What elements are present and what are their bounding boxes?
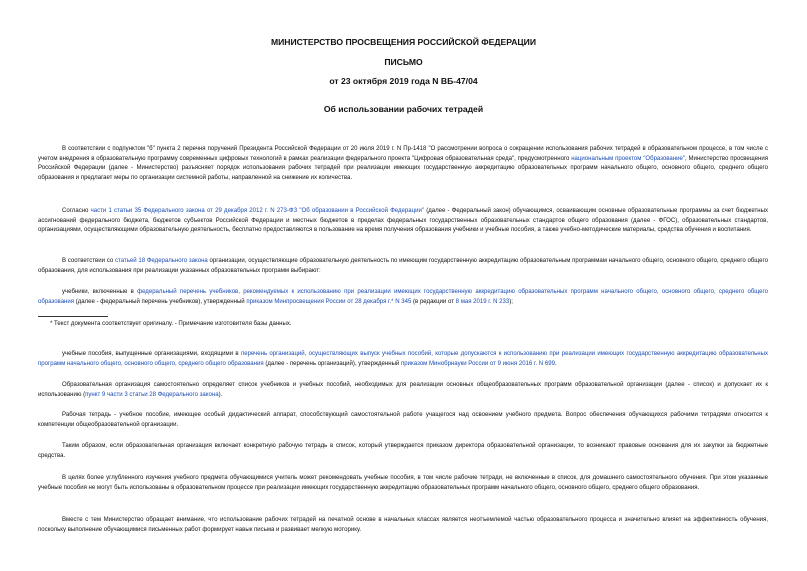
document-date-number: от 23 октября 2019 года N ВБ-47/04 <box>329 76 478 86</box>
text: ). <box>218 391 223 398</box>
text: (далее - Федеральный закон) обучающимся, осваивающим основные образовательные программы за счет бюджетных ассигнований федерального бюджета, бюджетов субъектов Российской Федерации и местных бюджетов в пределах федеральных государственных образовательных стандартов общего образования (далее - ФГОС), образовательных стандартов, организациями, осуществляющими образовательную деятельность, бесплатно предоставляются в пользование на время получения образования учебники и учебные пособия, а также учебно-методические материалы, средства обучения и воспитания. <box>38 208 768 234</box>
link-order-699[interactable]: приказом Минобрнауки России от 9 июня 2016 г. N 699 <box>401 360 555 367</box>
paragraph-10: Вместе с тем Министерство обращает внимание, что использование рабочих тетрадей на печатной основе в начальных классах является неотъемлемой частью образовательного процесса и значительно влияет на эффективность обучения, поскольку выполнение обучающимися письменных работ формирует навык письма и развивает мелкую моторику. <box>38 517 768 533</box>
link-law-article-35[interactable]: части 1 статьи 35 Федерального закона от 29 декабря 2012 г. N 273-ФЗ "Об образовании в Российской Федерации" <box>90 208 425 214</box>
document-type: ПИСЬМО <box>384 57 423 67</box>
text: учебные пособия, выпущенные организациями, входящими в <box>62 351 241 357</box>
paragraph-3 <box>38 257 768 276</box>
text: Образовательная организация самостоятельно определяет список учебников и учебных пособий, необходимых для реализации основных общеобразовательных программ образовательной организации (далее - список) и допускает их к использованию ( <box>38 382 768 398</box>
text: . <box>554 360 557 367</box>
link-law-article-28[interactable]: пункт 9 части 3 статьи 28 Федерального закона <box>85 391 219 398</box>
link-organizations-list[interactable]: перечень организаций, осуществляющих выпуск учебных пособий, которые допускаются к использованию при реализации имеющих государственную аккредитацию образовательных программ начального общего, основного общего, среднего общего образования <box>38 351 769 367</box>
link-revision-233[interactable]: 8 мая 2019 г. N 233 <box>455 298 510 305</box>
paragraph-7: Рабочая тетрадь - учебное пособие, имеющее особый дидактический аппарат, способствующий самостоятельной работе учащегося над освоением учебного предмета. Вопрос обеспечения обучающихся рабочими тетрадями относится к компетенции общеобразовательной организации. <box>38 412 768 428</box>
text: В соответствии со <box>62 258 115 264</box>
paragraph-1 <box>38 145 768 183</box>
text: В соответствии с подпунктом "б" пункта 2 перечня поручений Президента Российской Федерации от 20 июля 2019 г. N Пр-1418 "О рассмотрении вопроса о сокращении использования рабочих тетрадей в образовательном процессе, в том числе с учетом внедрения в образовательную программу современных цифровых технологий в рамках реализации федерального проекта "Цифровая образовательная среда", предусмотренного <box>38 146 768 162</box>
paragraph-6 <box>38 381 768 400</box>
paragraph-8: Таким образом, если образовательная организация включает конкретную рабочую тетрадь в список, который утверждается приказом директора образовательной организации, то возникают правовые основания для их закупки за бюджетные средства. <box>38 443 768 459</box>
link-national-project[interactable]: национальным проектом "Образование" <box>571 155 686 162</box>
footnote: * Текст документа соответствует оригиналу. - Примечание изготовителя базы данных. <box>50 321 292 327</box>
link-federal-textbook-list[interactable]: федеральный перечень учебников, рекомендуемых к использованию при реализации имеющих государственную аккредитацию образовательных программ начального общего, основного общего, среднего общего образования <box>38 289 768 305</box>
footnote-divider <box>38 316 108 317</box>
text: ); <box>509 298 513 305</box>
document-title: Об использовании рабочих тетрадей <box>323 104 484 114</box>
text: (далее - федеральный перечень учебников), утвержденный <box>74 298 247 305</box>
paragraph-9: В целях более углубленного изучения учебного предмета обучающимися учитель может рекомендовать учебные пособия, в том числе рабочие тетради, не включенные в список, для домашнего самостоятельного обучения. При этом указанные учебные пособия не могут быть использованы в образовательном процессе при реализации имеющих государственную аккредитацию образовательных программ начального общего, основного общего, среднего общего образования. <box>38 475 768 491</box>
ministry-heading: МИНИСТЕРСТВО ПРОСВЕЩЕНИЯ РОССИЙСКОЙ ФЕДЕРАЦИИ <box>270 37 537 47</box>
link-law-article-18[interactable]: статьей 18 Федерального закона <box>114 258 208 264</box>
paragraph-4 <box>38 288 768 307</box>
paragraph-2 <box>38 207 768 236</box>
text: (в редакции от <box>411 298 456 305</box>
text: организации, осуществляющие образовательную деятельность по имеющим государственную аккредитацию образовательным программам начального общего, основного общего, среднего общего образования, для использования при реализации указанных образовательных программ выбирают: <box>38 258 768 274</box>
paragraph-5 <box>38 350 768 369</box>
text: (далее - перечень организаций), утвержденный <box>263 360 401 367</box>
text: учебники, включенные в <box>62 289 138 295</box>
text: Согласно <box>62 208 91 214</box>
link-order-345[interactable]: приказом Минпросвещения России от 28 декабря г.* N 345 <box>246 298 412 305</box>
text: , Министерство просвещения Российской Федерации (далее - Министерство) разъясняет порядок использования рабочих тетрадей при реализации имеющих государственную аккредитацию образовательных программ начального общего, основного общего, среднего общего образования и предлагает меры по организации системной работы, направленной на снижение их количества. <box>38 155 769 181</box>
